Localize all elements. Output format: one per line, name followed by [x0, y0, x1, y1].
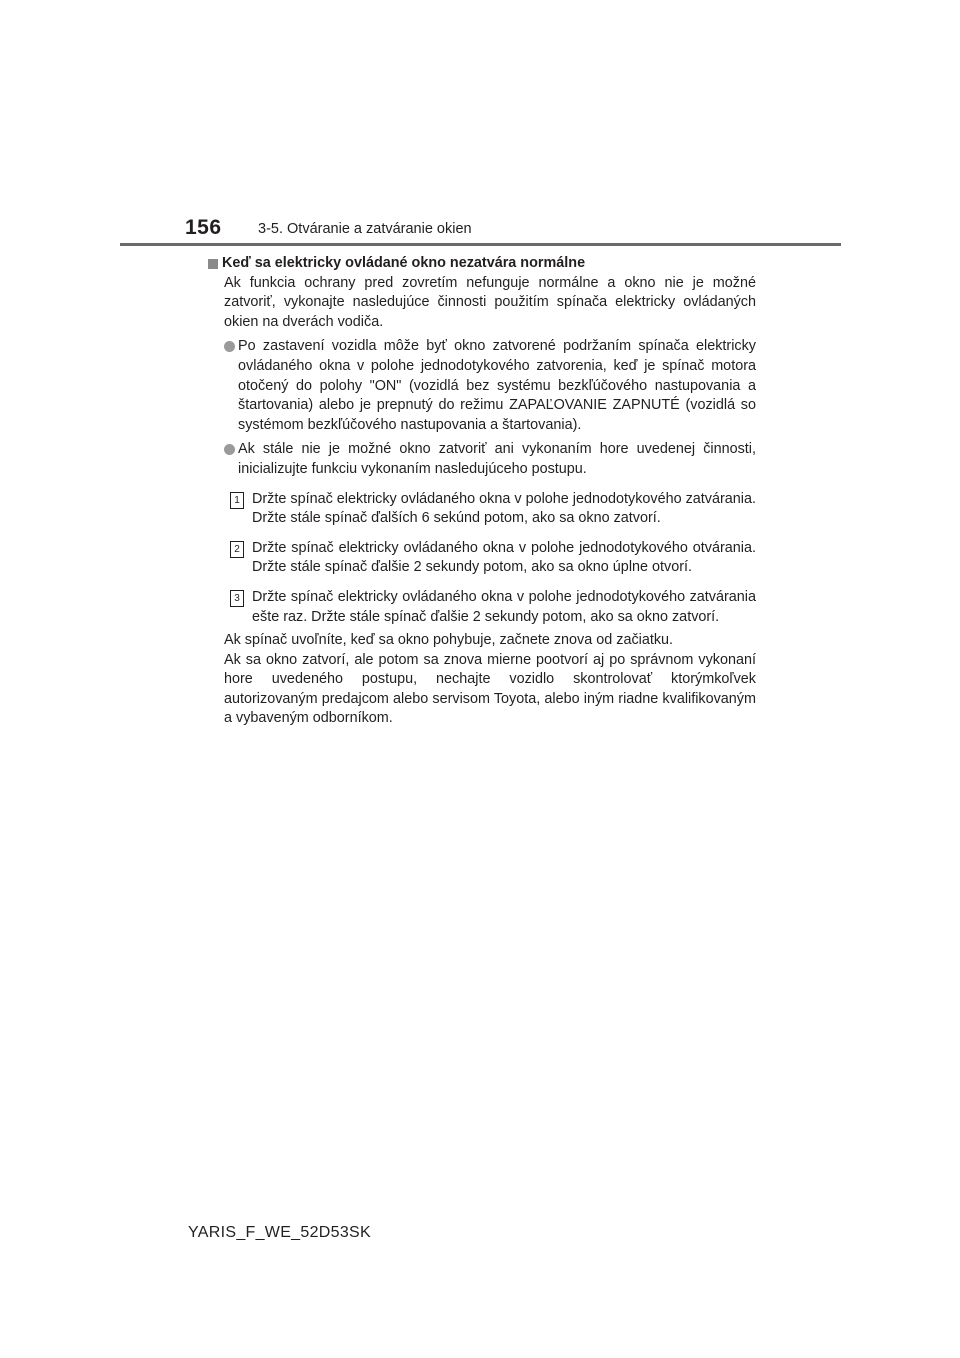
step-number-box: 1 [230, 492, 244, 509]
step-text: Držte spínač elektricky ovládaného okna v polohe jednodotykového zatvárania ešte raz. Držte stále spínač ďalšie 2 sekundy potom, ako sa okno zatvorí. [252, 588, 756, 625]
closing-paragraph: Ak sa okno zatvorí, ale potom sa znova mierne pootvorí aj po správnom vykonaní hore uvedeného postupu, nechajte vozidlo skontrolovať ktorýmkoľvek autorizovaným predajcom alebo servisom Toyota, alebo iným riadne kvalifikovaným a vybaveným odborníkom. [224, 651, 756, 727]
section-title: 3-5. Otváranie a zatváranie okien [258, 221, 472, 237]
subsection-heading [208, 254, 756, 274]
subsection-heading-text: Keď sa elektricky ovládané okno nezatvára normálne [222, 255, 586, 271]
step-item [208, 490, 756, 529]
step-text: Držte spínač elektricky ovládaného okna v polohe jednodotykového zatvárania. Držte stále spínač ďalších 6 sekúnd potom, ako sa okno zatvorí. [252, 490, 756, 527]
circle-bullet-icon [224, 341, 235, 352]
step-number-box: 3 [230, 590, 244, 607]
bullet-text: Ak stále nie je možné okno zatvoriť ani vykonaním hore uvedenej činnosti, inicializujte funkciu vykonaním nasledujúceho postupu. [238, 441, 756, 477]
bullet-item [208, 337, 756, 435]
bullet-text: Po zastavení vozidla môže byť okno zatvorené podržaním spínača elektricky ovládaného okna v polohe jednodotykového zatvorenia, keď je spínač motora otočený do polohy "ON" (vozidlá bez systému bezkľúčového nastupovania a štartovania) alebo je prepnutý do režimu ZAPAĽOVANIE ZAPNUTÉ (vozidlá so systémom bezkľúčového nastupovania a štartovania). [238, 338, 756, 433]
square-bullet-icon [208, 259, 218, 269]
step-text: Držte spínač elektricky ovládaného okna v polohe jednodotykového otvárania. Držte stále spínač ďalšie 2 sekundy potom, ako sa okno úplne otvorí. [252, 539, 756, 576]
document-code-footer: YARIS_F_WE_52D53SK [188, 1224, 371, 1241]
step-number-box: 2 [230, 541, 244, 558]
page-number: 156 [185, 216, 222, 239]
header-divider [120, 243, 841, 246]
main-content [208, 254, 756, 729]
circle-bullet-icon [224, 444, 235, 455]
closing-paragraph: Ak spínač uvoľníte, keď sa okno pohybuje, začnete znova od začiatku. [224, 632, 674, 649]
step-item [208, 539, 756, 578]
bullet-item [208, 440, 756, 479]
step-item [208, 588, 756, 627]
intro-paragraph: Ak funkcia ochrany pred zovretím nefunguje normálne a okno nie je možné zatvoriť, vykonajte nasledujúce činnosti použitím spínača elektricky ovládaných okien na dverách vodiča. [224, 274, 756, 330]
